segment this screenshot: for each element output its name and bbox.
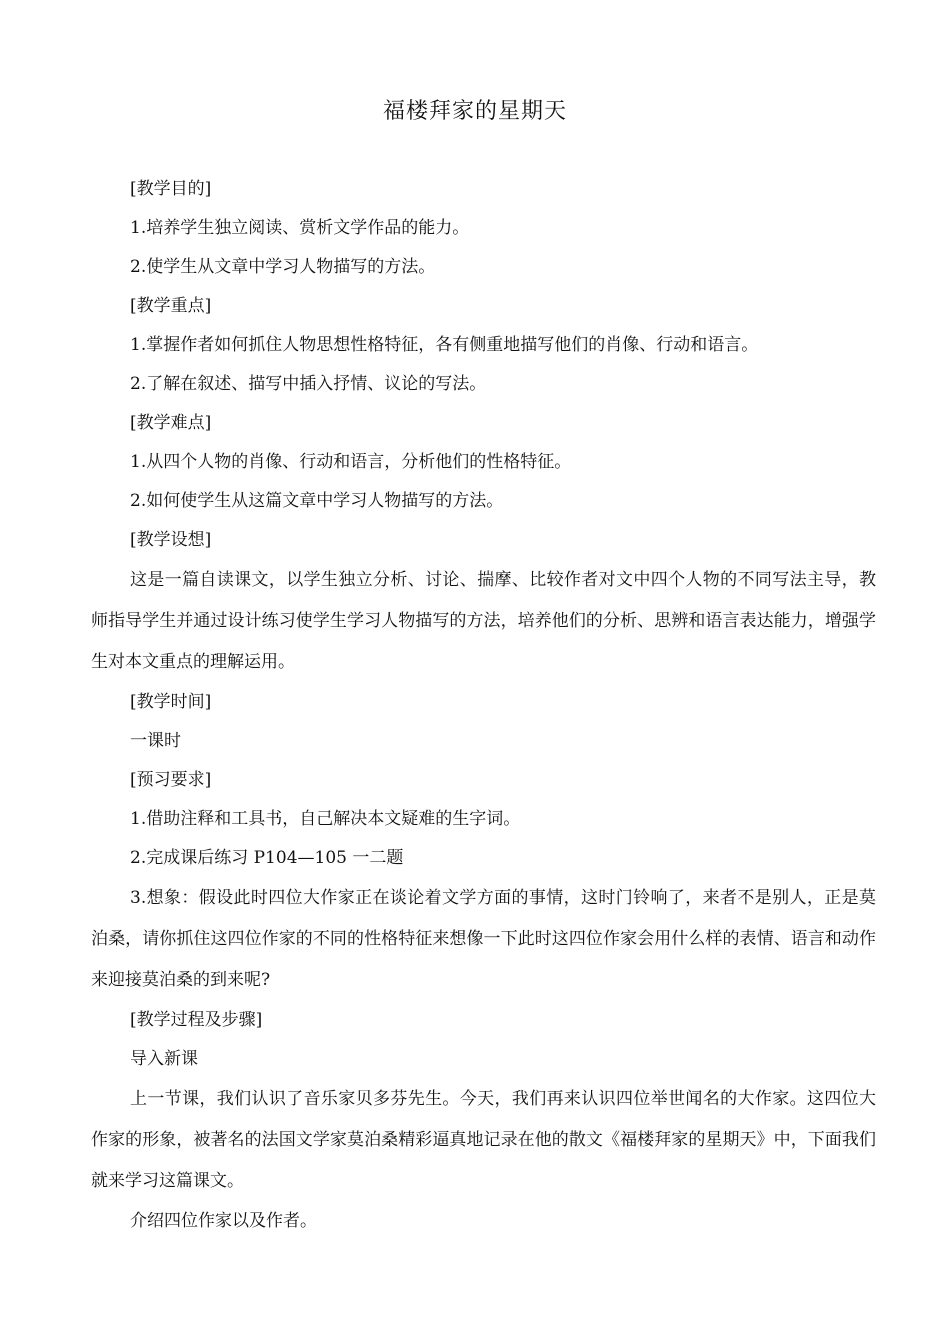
document-body <box>91 170 876 1241</box>
section-heading-difficulties: [教学难点] <box>130 413 212 433</box>
key-point-item-1: 1.掌握作者如何抓住人物思想性格特征，各有侧重地描写他们的肖像、行动和语言。 <box>130 335 759 355</box>
preview-item-3: 3.想象：假设此时四位大作家正在谈论着文学方面的事情，这时门铃响了，来者不是别人，正是莫泊桑，请你抓住这四位作家的不同的性格特征来想像一下此时这四位作家会用什么样的表情、语言和动作来迎接莫泊桑的到来呢? <box>91 888 876 990</box>
section-heading-key-points: [教学重点] <box>130 296 212 316</box>
document-title: 福楼拜家的星期天 <box>382 99 567 124</box>
section-heading-preview: [预习要求] <box>130 770 212 790</box>
preview-item-2: 2.完成课后练习 P104—105 一二题 <box>130 848 404 868</box>
objective-item-2: 2.使学生从文章中学习人物描写的方法。 <box>130 257 436 277</box>
design-paragraph: 这是一篇自读课文，以学生独立分析、讨论、揣摩、比较作者对文中四个人物的不同写法主导，教师指导学生并通过设计练习使学生学习人物描写的方法，培养他们的分析、思辨和语言表达能力，增强学生对本文重点的理解运用。 <box>91 570 876 672</box>
preview-item-1: 1.借助注释和工具书，自己解决本文疑难的生字词。 <box>130 809 521 829</box>
section-heading-time: [教学时间] <box>130 692 212 712</box>
section-heading-design: [教学设想] <box>130 530 212 550</box>
intro-paragraph: 上一节课，我们认识了音乐家贝多芬先生。今天，我们再来认识四位举世闻名的大作家。这四位大作家的形象，被著名的法国文学家莫泊桑精彩逼真地记录在他的散文《福楼拜家的星期天》中，下面我们就来学习这篇课文。 <box>91 1089 876 1191</box>
intro-heading: 导入新课 <box>130 1049 198 1069</box>
key-point-item-2: 2.了解在叙述、描写中插入抒情、议论的写法。 <box>130 374 487 394</box>
section-heading-objectives: [教学目的] <box>130 179 212 199</box>
time-value: 一课时 <box>130 731 181 751</box>
difficulty-item-2: 2.如何使学生从这篇文章中学习人物描写的方法。 <box>130 491 504 511</box>
objective-item-1: 1.培养学生独立阅读、赏析文学作品的能力。 <box>130 218 470 238</box>
section-heading-process: [教学过程及步骤] <box>130 1010 263 1030</box>
difficulty-item-1: 1.从四个人物的肖像、行动和语言，分析他们的性格特征。 <box>130 452 572 472</box>
authors-intro-line: 介绍四位作家以及作者。 <box>130 1211 317 1231</box>
